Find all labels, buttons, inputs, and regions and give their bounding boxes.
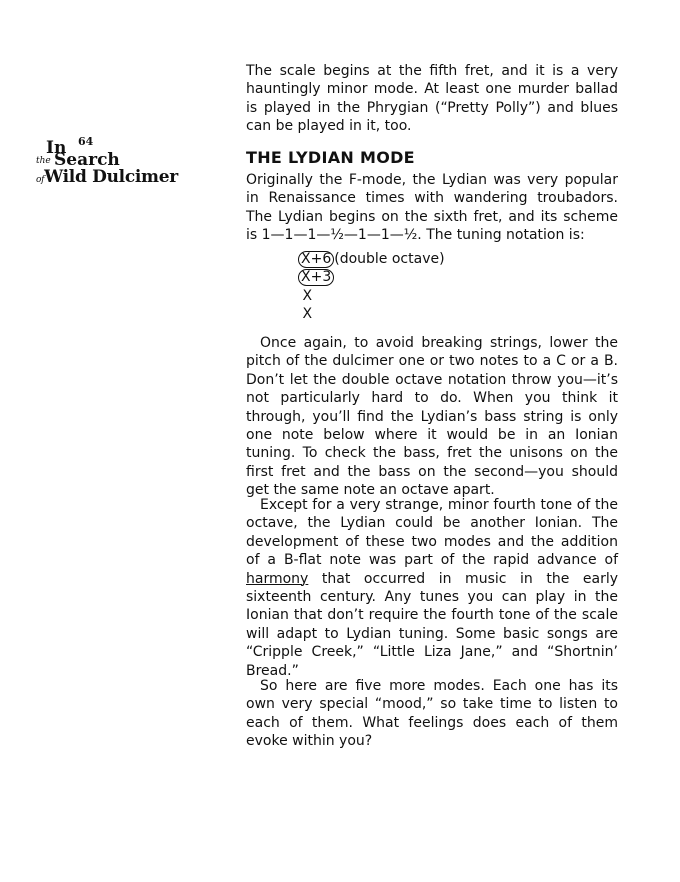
tuning-circled-x3: X+3: [298, 269, 334, 286]
tuning-notation: [298, 250, 445, 324]
tuning-x-4: X: [302, 306, 313, 323]
lydian-paragraph: Originally the F-mode, the Lydian was very popular in Renaissance times with wandering troubadors. The Lydian begins on the sixth fret, and its scheme is 1—1—1—½—1—1—½. The tuning notation is:: [246, 172, 618, 244]
tuning-circled-x6: X+6: [298, 251, 334, 268]
page-number: 64: [78, 135, 94, 148]
tuning-line-1: [298, 250, 445, 268]
paragraph-except-before: Except for a very strange, minor fourth tone of the octave, the Lydian could be another Ionian. The development of these two modes and the addition of a B-flat note was part of the rapid advance of: [246, 497, 618, 569]
paragraph-except: [246, 496, 618, 680]
paragraph-once-again: Once again, to avoid breaking strings, lower the pitch of the dulcimer one or two notes to a C or a B. Don’t let the double octave notation throw you—it’s not particularly hard to do. When you think it through, you’ll find the Lydian’s bass string is only one note below where it would be in an Ionian tuning. To check the bass, fret the unisons on the first fret and the bass on the second—you should get the same note an octave apart.: [246, 335, 618, 499]
paragraph-closing: So here are five more modes. Each one has its own very special “mood,” so take time to listen to each of them. What feelings does each of them evoke within you?: [246, 678, 618, 750]
intro-paragraph: The scale begins at the fifth fret, and it is a very hauntingly minor mode. At least one murder ballad is played in the Phrygian (“Pretty Polly”) and blues can be played in it, too.: [246, 63, 618, 135]
harmony-link[interactable]: harmony: [246, 570, 309, 587]
book-title-in: In: [46, 138, 67, 158]
tuning-x-3: X: [302, 287, 313, 304]
book-title-of: of: [36, 175, 45, 185]
book-title-search: Search: [54, 150, 120, 170]
tuning-line-4: [298, 305, 445, 323]
paragraph-except-after: that occurred in music in the early sixteenth century. Any tunes you can play in the Ionian that don’t require the fourth tone of the scale will adapt to Lydian tuning. Some basic songs are “Cripple Creek,” “Little Liza Jane,” and “Shortnin’ Bread.”: [246, 570, 618, 679]
book-title-the: the: [36, 156, 51, 166]
running-header: [36, 136, 186, 188]
book-title-wild-dulcimer-text: Wild Dulcimer: [44, 167, 178, 187]
book-title-wild-dulcimer: [36, 169, 178, 189]
tuning-note: (double octave): [334, 251, 445, 267]
tuning-line-3: [298, 287, 445, 305]
tuning-line-2: [298, 268, 445, 286]
section-heading: THE LYDIAN MODE: [246, 148, 415, 167]
